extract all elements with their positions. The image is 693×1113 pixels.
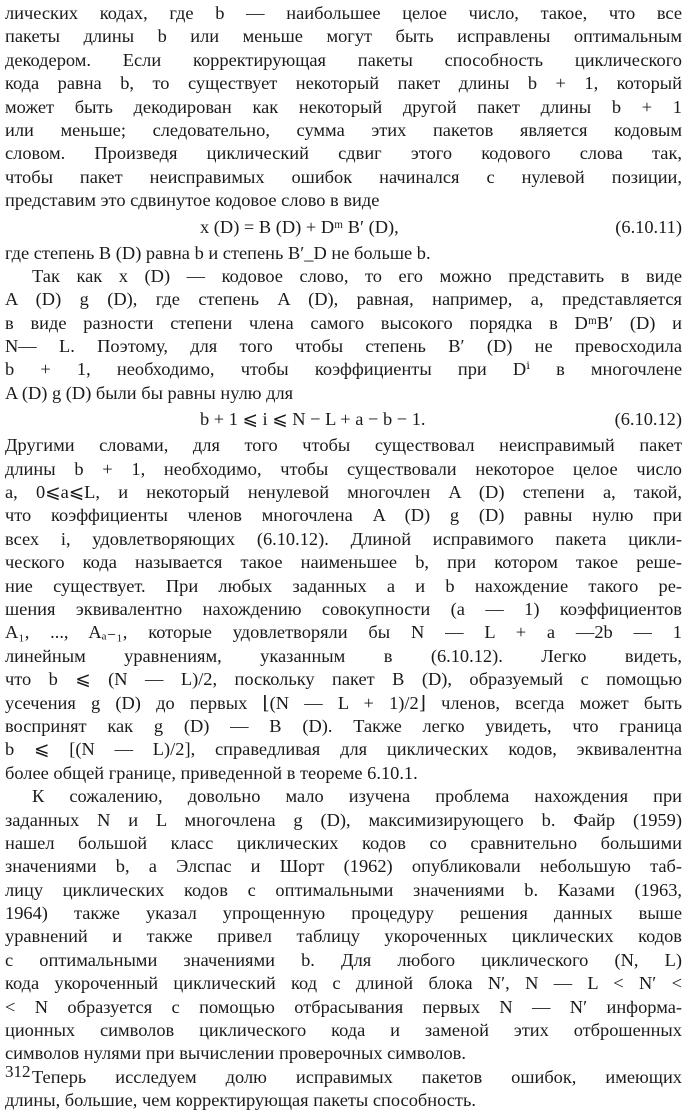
text-line: воспринят как g (D) — B (D). Также легко увидеть, что граница [5,715,682,736]
text-line: с оптимальными значениями b. Для любого циклического (N, L) [5,949,682,970]
text-line: лицу циклических кодов с оптимальными значениями b. Казами (1963, [5,879,682,900]
text-line: заданных N и L многочлена g (D), максимизирующего b. Файр (1959) [5,809,682,830]
text-line: может быть декодирован как некоторый другой пакет длины b + 1 [5,96,682,117]
text-line: значениями b, а Элспас и Шорт (1962) опубликовали небольшую таб- [5,856,682,877]
text-line: или меньше; следовательно, сумма этих пакетов является кодовым [5,119,682,140]
text-line: лических кодах, где b — наибольшее целое число, такое, что все [5,3,682,23]
equation-line [5,405,682,434]
equation-number: (6.10.12) [614,409,682,430]
text-line: < N образуется с помощью отбрасывания первых N — N′ информа- [5,996,682,1017]
text-line: что b ⩽ (N — L)/2, поскольку пакет B (D), образуемый с помощью [5,669,682,690]
text-line: Теперь исследуем долю исправимых пакетов ошибок, имеющих [32,1066,682,1087]
text-line: в виде разности степени члена самого высокого порядка в DᵐB′ (D) и [5,312,682,333]
page-number: 312 [5,1062,31,1081]
text-line: чтобы пакет неисправимых ошибок начинался с нулевой позиции, [5,166,682,187]
text-line: словом. Произведя циклический сдвиг этого кодового слова так, [5,143,682,164]
text-line: К сожалению, довольно мало изучена проблема нахождения при [32,786,682,807]
body-text [5,2,682,1113]
text-line: пакеты длины b или меньше могут быть исправлены оптимальным [5,26,682,47]
text-line: более общей границе, приведенной в теореме 6.10.1. [5,762,418,783]
text-line: ционных символов циклического кода и заменой этих отброшенных [5,1020,682,1041]
text-line: a, 0⩽a⩽L, и некоторый ненулевой многочлен A (D) степени a, такой, [5,482,682,503]
text-line: представим это сдвинутое кодовое слово в виде [5,190,380,211]
text-line: ние существует. При любых заданных a и b нахождение такого ре- [5,575,682,596]
equation-formula: b + 1 ⩽ i ⩽ N − L + a − b − 1. [200,409,426,430]
text-line: ческого кода называется такое наименьшее b, при котором такое реше- [5,552,682,573]
text-line: кода укороченный циклический код с длиной блока N′, N — L < N′ < [5,973,682,994]
text-line: A (D) g (D), где степень A (D), равная, например, a, представляется [5,289,682,310]
text-line: декодером. Если корректирующая пакеты способность циклического [5,49,682,70]
text-line: длины b + 1, необходимо, чтобы существовали некоторое целое число [5,458,682,479]
text-line: A₁, ..., Aₐ₋₁, которые удовлетворяли бы N — L + a —2b — 1 [5,622,682,643]
text-line: b + 1, необходимо, чтобы коэффициенты при Dⁱ в многочлене [5,359,682,380]
text-line: усечения g (D) до первых ⌊(N — L + 1)/2⌋ членов, всегда может быть [5,692,682,713]
text-line: шения эквивалентно нахождению совокупности (a — 1) коэффициентов [5,598,682,619]
equation-number: (6.10.11) [615,216,682,237]
text-line: длины, большие, чем корректирующая пакеты способность. [5,1090,476,1111]
text-line: всех i, удовлетворяющих (6.10.12). Длиной исправимого пакета цикли- [5,528,682,549]
text-line: символов нулями при вычислении проверочных символов. [5,1043,466,1064]
text-line: A (D) g (D) были бы равны нулю для [5,382,294,403]
text-line: b ⩽ [(N — L)/2], справедливая для циклических кодов, эквивалентна [5,739,682,760]
text-line: нашел большой класс циклических кодов со сравнительно большими [5,832,682,853]
text-line: где степень B (D) равна b и степень B′_D не больше b. [5,242,431,263]
text-line: кода равна b, то существует некоторый пакет длины b + 1, который [5,73,682,94]
text-line: линейным уравнениям, указанным в (6.10.12). Легко видеть, [5,645,682,666]
text-line: 1964) также указал упрощенную процедуру решения данных выше [5,903,682,924]
text-line: Другими словами, для того чтобы существовал неисправимый пакет [5,435,682,456]
text-line: Так как x (D) — кодовое слово, то его можно представить в виде [32,265,682,286]
text-line: уравнений и также привел таблицу укороченных циклических кодов [5,926,682,947]
equation-line [5,213,682,242]
text-line: N— L. Поэтому, для того чтобы степень B′ (D) не превосходила [5,336,682,357]
equation-formula: x (D) = B (D) + Dᵐ B′ (D), [200,216,399,237]
text-line: что коэффициенты членов многочлена A (D) g (D) равны нулю при [5,505,682,526]
